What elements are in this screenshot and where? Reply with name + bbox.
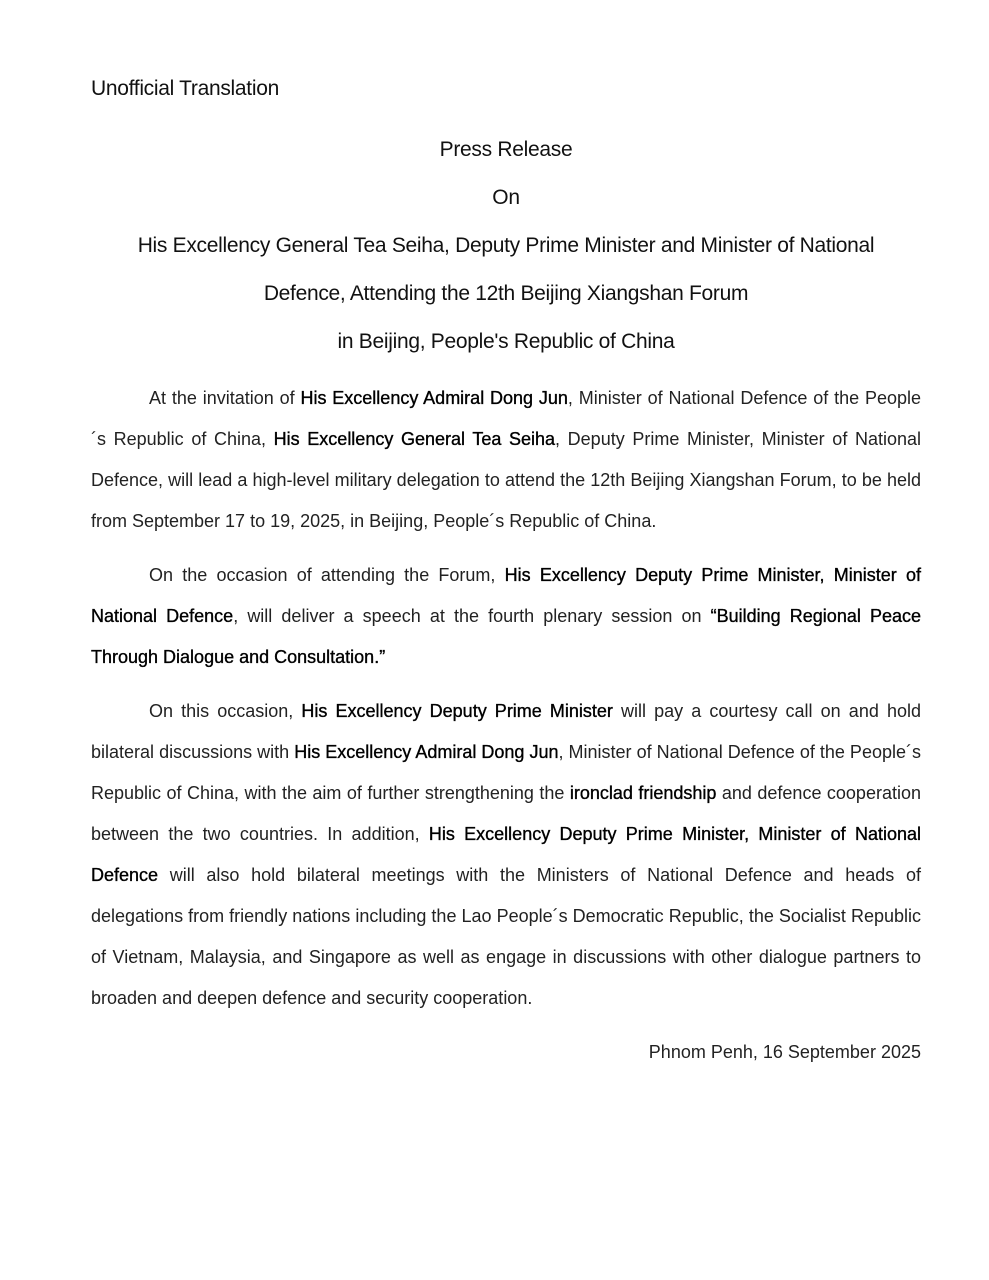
emphasized-text: ironclad friendship bbox=[569, 783, 717, 803]
title-subject-line-2: Defence, Attending the 12th Beijing Xiangshan Forum bbox=[263, 282, 749, 305]
emphasized-text: His Excellency Admiral Dong Jun bbox=[300, 388, 568, 408]
title-on: On bbox=[492, 186, 520, 209]
paragraph-text: On the occasion of attending the Forum, bbox=[149, 565, 505, 585]
paragraph-text: will also hold bilateral meetings with the Ministers of National Defence and heads of delegations from friendly nations including the Lao People´s Democratic Republic, the Socialist Republic of Vietnam, Malaysia, and Singapore as well as engage in discussions with other dialogue partners to broaden and deepen defence and security cooperation. bbox=[91, 865, 921, 1008]
paragraph bbox=[91, 691, 921, 1019]
place-and-date: Phnom Penh, 16 September 2025 bbox=[648, 1042, 921, 1062]
emphasized-text: His Excellency Deputy Prime Minister, Minister of National Defence bbox=[91, 824, 922, 885]
emphasized-text: His Excellency General Tea Seiha bbox=[273, 429, 556, 449]
emphasized-text: His Excellency Admiral Dong Jun bbox=[294, 742, 559, 762]
title-subject-line-3: in Beijing, People's Republic of China bbox=[337, 330, 675, 353]
document-title bbox=[91, 133, 921, 373]
title-press-release: Press Release bbox=[439, 138, 573, 161]
paragraph-text: and defence cooperation between the two countries. In addition, bbox=[91, 783, 921, 844]
emphasized-text: “Building Regional Peace Through Dialogue and Consultation.” bbox=[91, 606, 921, 667]
paragraph-text: , Minister of National Defence of the People´s Republic of China, with the aim of further strengthening the bbox=[91, 742, 921, 803]
paragraph-text: On this occasion, bbox=[149, 701, 302, 721]
emphasized-text: His Excellency Deputy Prime Minister bbox=[301, 701, 613, 721]
press-release-body bbox=[91, 378, 921, 1032]
paragraph bbox=[91, 555, 921, 678]
paragraph-text: , will deliver a speech at the fourth plenary session on bbox=[233, 606, 711, 626]
paragraph-text: , Deputy Prime Minister, Minister of National Defence, will lead a high-level military delegation to attend the 12th Beijing Xiangshan Forum, to be held from September 17 to 19, 2025, in Beijing, People´s Republic of China. bbox=[91, 429, 921, 531]
unofficial-translation-label: Unofficial Translation bbox=[91, 77, 279, 100]
paragraph bbox=[91, 378, 921, 542]
paragraph-text: , Minister of National Defence of the People´s Republic of China, bbox=[91, 388, 921, 449]
paragraph-text: will pay a courtesy call on and hold bilateral discussions with bbox=[91, 701, 921, 762]
paragraph-text: At the invitation of bbox=[149, 388, 301, 408]
emphasized-text: His Excellency Deputy Prime Minister, Minister of National Defence bbox=[91, 565, 921, 626]
title-subject-line-1: His Excellency General Tea Seiha, Deputy Prime Minister and Minister of National bbox=[137, 234, 875, 257]
